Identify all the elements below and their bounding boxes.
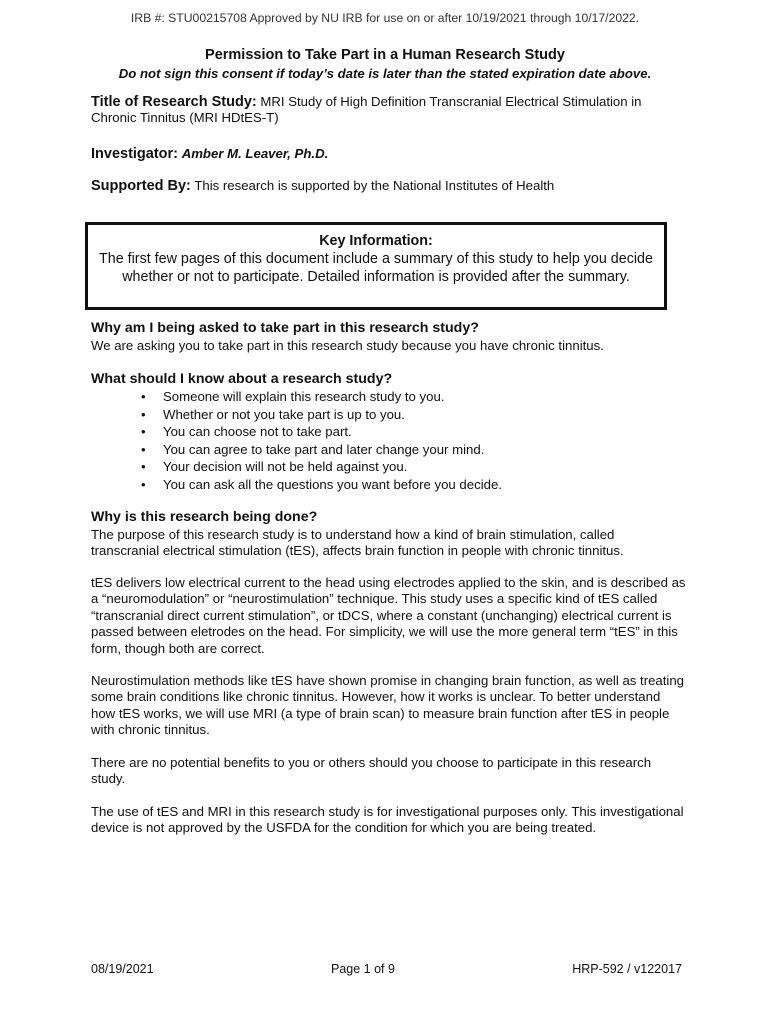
why-done-paragraph-3: Neurostimulation methods like tES have shown promise in changing brain function, as well as treating some brain conditions like chronic tinnitus. However, how it works is unclear. To better understand how tES works, we will use MRI (a type of brain scan) to measure brain function after tES in people with chronic tinnitus. <box>91 673 685 738</box>
list-item: • Someone will explain this research study to you. <box>141 389 445 404</box>
bullet-icon: • <box>141 406 146 422</box>
why-asked-heading: Why am I being asked to take part in this research study? <box>91 320 479 336</box>
bullet-icon: • <box>141 476 146 492</box>
what-know-list <box>91 388 502 493</box>
footer-form-id: HRP-592 / v122017 <box>572 962 682 976</box>
why-done-paragraph-2: tES delivers low electrical current to the head using electrodes applied to the skin, and is described as a “neuromodulation” or “neurostimulation” technique. This study uses a specific kind of tES called “transcranial direct current stimulation”, or tDCS, where a constant (unchanging) electrical current is passed between eletrodes on the head. For simplicity, we will use the more general term “tES” in this form, though both are correct. <box>91 575 686 656</box>
bullet-icon: • <box>141 389 146 404</box>
why-done-heading: Why is this research being done? <box>91 509 318 525</box>
bullet-icon: • <box>141 424 146 439</box>
study-title-label: Title of Research Study: <box>91 94 257 110</box>
key-information-heading: Key Information: <box>319 233 433 249</box>
footer-page-number: Page 1 of 9 <box>331 962 395 976</box>
expiration-warning: Do not sign this consent if today’s date is later than the stated expiration date above. <box>118 66 652 81</box>
list-item: • You can choose not to take part. <box>141 424 352 439</box>
why-asked-text: We are asking you to take part in this research study because you have chronic tinnitus. <box>91 338 604 353</box>
why-done-paragraph-5: The use of tES and MRI in this research study is for investigational purposes only. This investigational device is not approved by the USFDA for the condition for which you are being treated. <box>91 804 684 836</box>
bullet-icon: • <box>141 459 146 474</box>
study-title-block <box>91 94 681 126</box>
why-done-paragraph-4: There are no potential benefits to you or others should you choose to participate in this research study. <box>91 755 652 787</box>
list-item: • You can ask all the questions you want before you decide. <box>141 476 502 492</box>
study-title-value: MRI Study of High Definition Transcranial Electrical Stimulation in Chronic Tinnitus (MRI HDtES-T) <box>91 94 642 125</box>
why-done-paragraph-1: The purpose of this research study is to understand how a kind of brain stimulation, called transcranial electrical stimulation (tES), affects brain function in people with chronic tinnitus. <box>91 527 624 559</box>
bullet-icon: • <box>141 441 146 457</box>
page-title: Permission to Take Part in a Human Research Study <box>205 47 565 63</box>
what-know-heading: What should I know about a research study? <box>91 371 393 387</box>
list-item: • Your decision will not be held against you. <box>141 459 408 474</box>
investigator-block <box>91 146 681 162</box>
key-information-box <box>85 222 667 310</box>
key-information-text: The first few pages of this document include a summary of this study to help you decide whether or not to participate. Detailed information is provided after the summary. <box>99 251 653 285</box>
supported-by-value: This research is supported by the National Institutes of Health <box>194 178 555 193</box>
supported-by-label: Supported By: <box>91 178 191 194</box>
supported-by-block <box>91 178 681 194</box>
list-item: • You can agree to take part and later change your mind. <box>141 441 485 457</box>
irb-notice: IRB #: STU00215708 Approved by NU IRB for use on or after 10/19/2021 through 10/17/2022. <box>130 11 640 25</box>
list-item: • Whether or not you take part is up to you. <box>141 406 405 422</box>
investigator-value: Amber M. Leaver, Ph.D. <box>181 146 329 161</box>
footer-date: 08/19/2021 <box>91 962 154 976</box>
investigator-label: Investigator: <box>91 146 179 162</box>
